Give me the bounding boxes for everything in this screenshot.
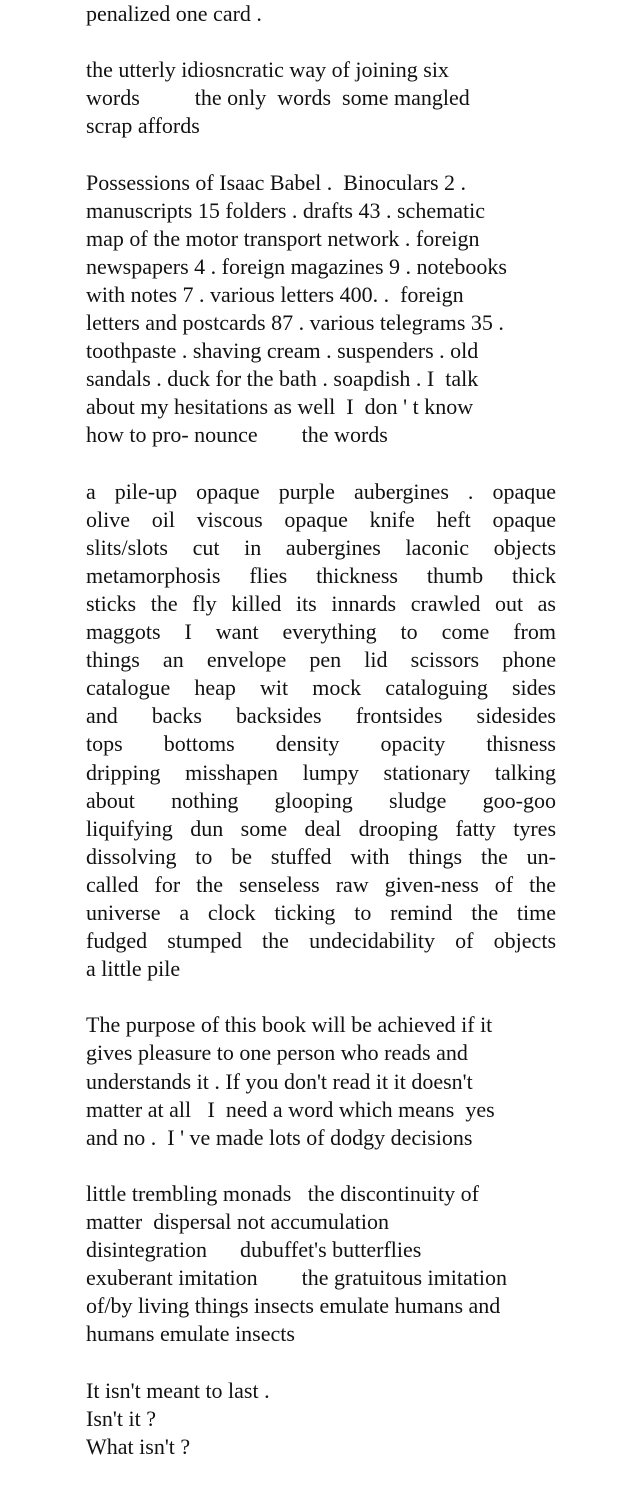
poem-line: sandals . duck for the bath . soapdish . I talk <box>86 366 479 392</box>
stanza-2 <box>86 56 556 140</box>
poem-line: exuberant imitation the gratuitous imitation <box>86 1265 507 1291</box>
poem-line: things an envelope pen lid scissors phone <box>86 647 556 673</box>
poem-line: toothpaste . shaving cream . suspenders . old <box>86 338 479 364</box>
poem-line: metamorphosis flies thickness thumb thick <box>86 562 556 588</box>
poem-line: how to pro- nounce the words <box>86 422 388 448</box>
poem-page <box>86 0 556 1461</box>
poem-line: fudged stumped the undecidability of objects <box>86 928 556 954</box>
poem-line: What isn't ? <box>86 1433 191 1459</box>
poem-line: a little pile <box>86 956 181 982</box>
poem-line: maggots I want everything to come from <box>86 619 556 645</box>
poem-line: a pile-up opaque purple aubergines . opaque <box>86 478 556 504</box>
poem-line: humans emulate insects <box>86 1321 295 1347</box>
poem-line: the utterly idiosncratic way of joining six <box>86 57 449 83</box>
stanza-gap <box>86 1349 556 1377</box>
stanza-gap <box>86 1152 556 1180</box>
poem-line: dissolving to be stuffed with things the un- <box>86 843 556 869</box>
poem-line: of/by living things insects emulate humans and <box>86 1293 501 1319</box>
stanza-4 <box>86 478 556 984</box>
poem-line: scrap affords <box>86 113 200 139</box>
poem-line: called for the senseless raw given-ness of the <box>86 871 556 897</box>
poem-line: matter at all I need a word which means yes <box>86 1096 495 1122</box>
stanza-gap <box>86 983 556 1011</box>
poem-line: Possessions of Isaac Babel . Binoculars 2 . <box>86 169 467 195</box>
poem-line: map of the motor transport network . foreign <box>86 225 480 251</box>
poem-line: understands it . If you don't read it it doesn't <box>86 1068 473 1094</box>
poem-line: dripping misshapen lumpy stationary talking <box>86 759 556 785</box>
poem-line: words the only words some mangled <box>86 85 470 111</box>
stanza-gap <box>86 140 556 168</box>
poem-line: disintegration dubuffet's butterflies <box>86 1237 422 1263</box>
poem-line: with notes 7 . various letters 400. . foreign <box>86 281 464 307</box>
poem-line: letters and postcards 87 . various telegrams 35 . <box>86 310 504 336</box>
poem-line: universe a clock ticking to remind the time <box>86 900 556 925</box>
stanza-7 <box>86 1377 556 1461</box>
stanza-gap <box>86 450 556 478</box>
poem-line: olive oil viscous opaque knife heft opaque <box>86 506 556 532</box>
poem-line: catalogue heap wit mock cataloguing sides <box>86 675 556 701</box>
poem-line: Isn't it ? <box>86 1405 156 1431</box>
stanza-5 <box>86 1011 556 1151</box>
stanza-3 <box>86 169 556 450</box>
poem-line: about nothing glooping sludge goo-goo <box>86 787 556 813</box>
poem-line: slits/slots cut in aubergines laconic objects <box>86 534 556 560</box>
poem-line: about my hesitations as well I don ' t know <box>86 394 474 420</box>
poem-line: matter dispersal not accumulation <box>86 1209 390 1235</box>
poem-line: gives pleasure to one person who reads and <box>86 1040 468 1066</box>
poem-line: tops bottoms density opacity thisness <box>86 731 556 757</box>
poem-line: little trembling monads the discontinuity of <box>86 1180 479 1206</box>
poem-line: liquifying dun some deal drooping fatty tyres <box>86 815 556 841</box>
poem-line: newspapers 4 . foreign magazines 9 . notebooks <box>86 253 507 279</box>
poem-line: manuscripts 15 folders . drafts 43 . schematic <box>86 197 485 223</box>
poem-line: It isn't meant to last . <box>86 1377 270 1403</box>
poem-line: sticks the fly killed its innards crawled out as <box>86 590 556 616</box>
poem-line: The purpose of this book will be achieved if it <box>86 1012 493 1038</box>
poem-line: and backs backsides frontsides sidesides <box>86 703 556 729</box>
stanza-1 <box>86 0 556 28</box>
stanza-gap <box>86 28 556 56</box>
poem-line: penalized one card . <box>86 1 262 26</box>
poem-line: and no . I ' ve made lots of dodgy decisions <box>86 1124 473 1150</box>
stanza-6 <box>86 1180 556 1349</box>
